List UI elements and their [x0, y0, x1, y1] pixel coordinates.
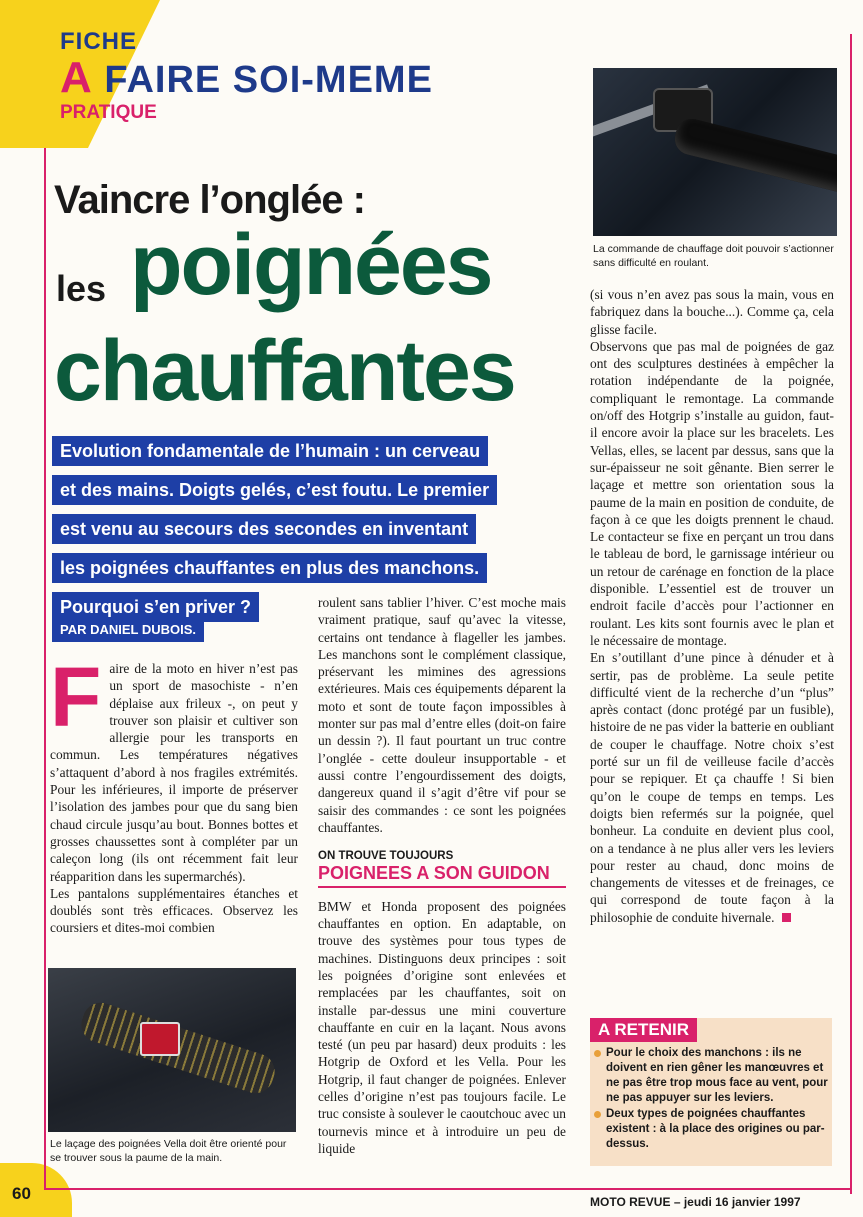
page-number-tab	[0, 1163, 72, 1217]
paragraph: Les pantalons supplémentaires étanches et doublés sont très efficaces. Observez les coursiers et dites-moi combien	[50, 885, 298, 936]
chapo-line: est venu au secours des secondes en inventant	[52, 514, 476, 544]
chapo-line: les poignées chauffantes en plus des manchons.	[52, 553, 487, 583]
list-item-text: Pour le choix des manchons : ils ne doivent en rien gêner les manœuvres et ne pas être trop mous face au vent, pour ne pas appuyer sur les leviers.	[606, 1047, 828, 1104]
paragraph: BMW et Honda proposent des poignées chauffantes en option. En adaptable, on trouve des systèmes pour tous types de machines. Distinguons deux principes : soit les poignées d’origine sont enlevées et remplacées par les chauffantes, soit on installe par-dessus une mini couverture chauffante en cuir en la laçant. Nous avons testé (un peu par hasard) deux produits : les Hotgrip de Oxford et les Vella. Pour les Hotgrip, il faut changer de poignées. Enlever celles d’origine n’est pas toujours facile. Le truc consiste à soulever le caoutchouc avec un tournevis mince et à introduire un peu de liquide	[318, 898, 566, 1156]
paragraph: roulent sans tablier l’hiver. C’est moche mais vraiment pratique, sauf qu’avec la vitesse, certains ont tendance à flageller les jambes. Les manchons sont le complément classique, préservant les mimines des agressions extérieures. Mais ces équipements déparent la moto et sont de toute façon impossibles à monter sur pas mal d’entre elles (doit-on faire un dessin ?). Il faut pourtant un truc contre l’onglée - cette douleur insupportable - et aussi contre l’engourdissement des doigts, dangereux quand il s’agit d’être vif pour se saisir des commandes : ce sont les poignées chauffantes.	[318, 595, 566, 835]
retenir-list	[594, 1046, 828, 1153]
photo-switch-shape	[140, 1022, 180, 1056]
list-item	[594, 1107, 828, 1152]
subhead-kicker: ON TROUVE TOUJOURS	[318, 850, 454, 863]
drop-cap: F	[50, 650, 102, 744]
footer	[590, 1195, 801, 1209]
rubric-faire: FAIRE SOI-MEME	[104, 59, 433, 101]
byline: PAR DANIEL DUBOIS.	[52, 617, 204, 642]
rubric-pratique: PRATIQUE	[60, 102, 157, 123]
article-title-les: les	[56, 268, 107, 309]
end-of-article-mark	[782, 913, 791, 922]
bullet-icon	[594, 1111, 601, 1118]
column-2	[318, 594, 566, 1157]
page-number: 60	[12, 1184, 31, 1203]
paragraph	[590, 649, 834, 926]
frame-line-right	[850, 34, 852, 1194]
article-title-line3: chauffantes	[54, 323, 515, 419]
photo-caption-bottom: Le laçage des poignées Vella doit être orienté pour se trouver sous la paume de la main.	[50, 1138, 287, 1164]
frame-line-left	[44, 148, 46, 1188]
article-title-line1: Vaincre l’onglée :	[54, 178, 366, 222]
rubric-a: A	[60, 53, 93, 102]
photo-heated-grip-switch	[593, 68, 837, 236]
rubric-title	[60, 53, 433, 102]
chapo-line: Evolution fondamentale de l’humain : un cerveau	[52, 436, 488, 466]
retenir-title: A RETENIR	[590, 1018, 697, 1042]
chapo-line: et des mains. Doigts gelés, c’est foutu. Le premier	[52, 475, 497, 505]
paragraph: aire de la moto en hiver n’est pas un sport de masochiste - n’en déplaise aux frileux -, on peut y trouver son plaisir et cultiver son allergie pour les transports en commun. Les températures négatives s’attaquent d’abord à nos fragiles extrémités. Pour les inférieures, il importe de préserver l’isolation des jambes pour que du sang bien chaud circule jusqu’au bout. Bonnes bottes et grosses chaussettes sont à compléter par un caleçon long (ils ont récemment fait leur réapparition dans les supermarchés).	[50, 661, 298, 884]
paragraph-text: En s’outillant d’une pince à dénuder et à sertir, pas de problème. La seule petite difficulté vient de la recherche d’un “plus” après contact (donc protégé par un fusible), histoire de ne pas vider la batterie en oubliant de couper le chauffage. Notre choix s’est porté sur un fil de veilleuse facile d’accès pour se repiquer. Et ça chauffe ! Si bien qu’on le coupe de temps en temps. Les doigts bien refermés sur la poignée, quel bonheur. La conduite en devient plus cool, on a tendance à ne plus aller vers les leviers pour rester au chaud, donc moins de changements de vitesses et de freinages, ce qui correspond de toute façon à la philosophie de conduite hivernale.	[590, 650, 834, 925]
list-item	[594, 1046, 828, 1106]
bullet-icon	[594, 1050, 601, 1057]
paragraph: Observons que pas mal de poignées de gaz ont des sculptures destinées à empêcher la rotation indépendante de la poignée, compliquant le remontage. La commande on/off des Hotgrip s’installe au guidon, faut-il encore avoir la place sur les bracelets. Les Vellas, elles, se lacent par dessus, sans que la sur-épaisseur ne soit gênante. Bien serrer le laçage et mettre son orientation sous la paume de la main en position de conduite, de façon à ce que les doigts prennent le chaud. Le contacteur se fixe en perçant un trou dans le tableau de bord, le garnissage intérieur ou un retour de carénage en fonction de la place disponible. L’essentiel est de trouver un endroit facile d’accès pour l’actionner en roulant. Les kits sont fournis avec le plan et le nécessaire de montage.	[590, 338, 834, 648]
frame-line-bottom	[44, 1188, 852, 1190]
article-title-line2: poignées	[130, 217, 492, 313]
list-item-text: Deux types de poignées chauffantes existent : à la place des origines ou par-dessus.	[606, 1108, 825, 1150]
subhead-title: POIGNEES A SON GUIDON	[318, 865, 566, 887]
photo-vella-grip	[48, 968, 296, 1132]
publication-date: – jeudi 16 janvier 1997	[673, 1195, 801, 1209]
publication-name: MOTO REVUE	[590, 1195, 671, 1209]
photo-caption-top: La commande de chauffage doit pouvoir s’actionner sans difficulté en roulant.	[593, 243, 834, 269]
rubric-fiche: FICHE	[60, 28, 137, 55]
column-1	[50, 650, 298, 937]
paragraph: (si vous n’en avez pas sous la main, vous en fabriquez dans la bouche...). Comme ça, cela glisse facile.	[590, 287, 834, 337]
retenir-box	[590, 1018, 832, 1166]
column-3	[590, 286, 834, 926]
chapo-line: Pourquoi s’en priver ?	[52, 592, 259, 622]
photo-grip-shape	[671, 116, 837, 197]
